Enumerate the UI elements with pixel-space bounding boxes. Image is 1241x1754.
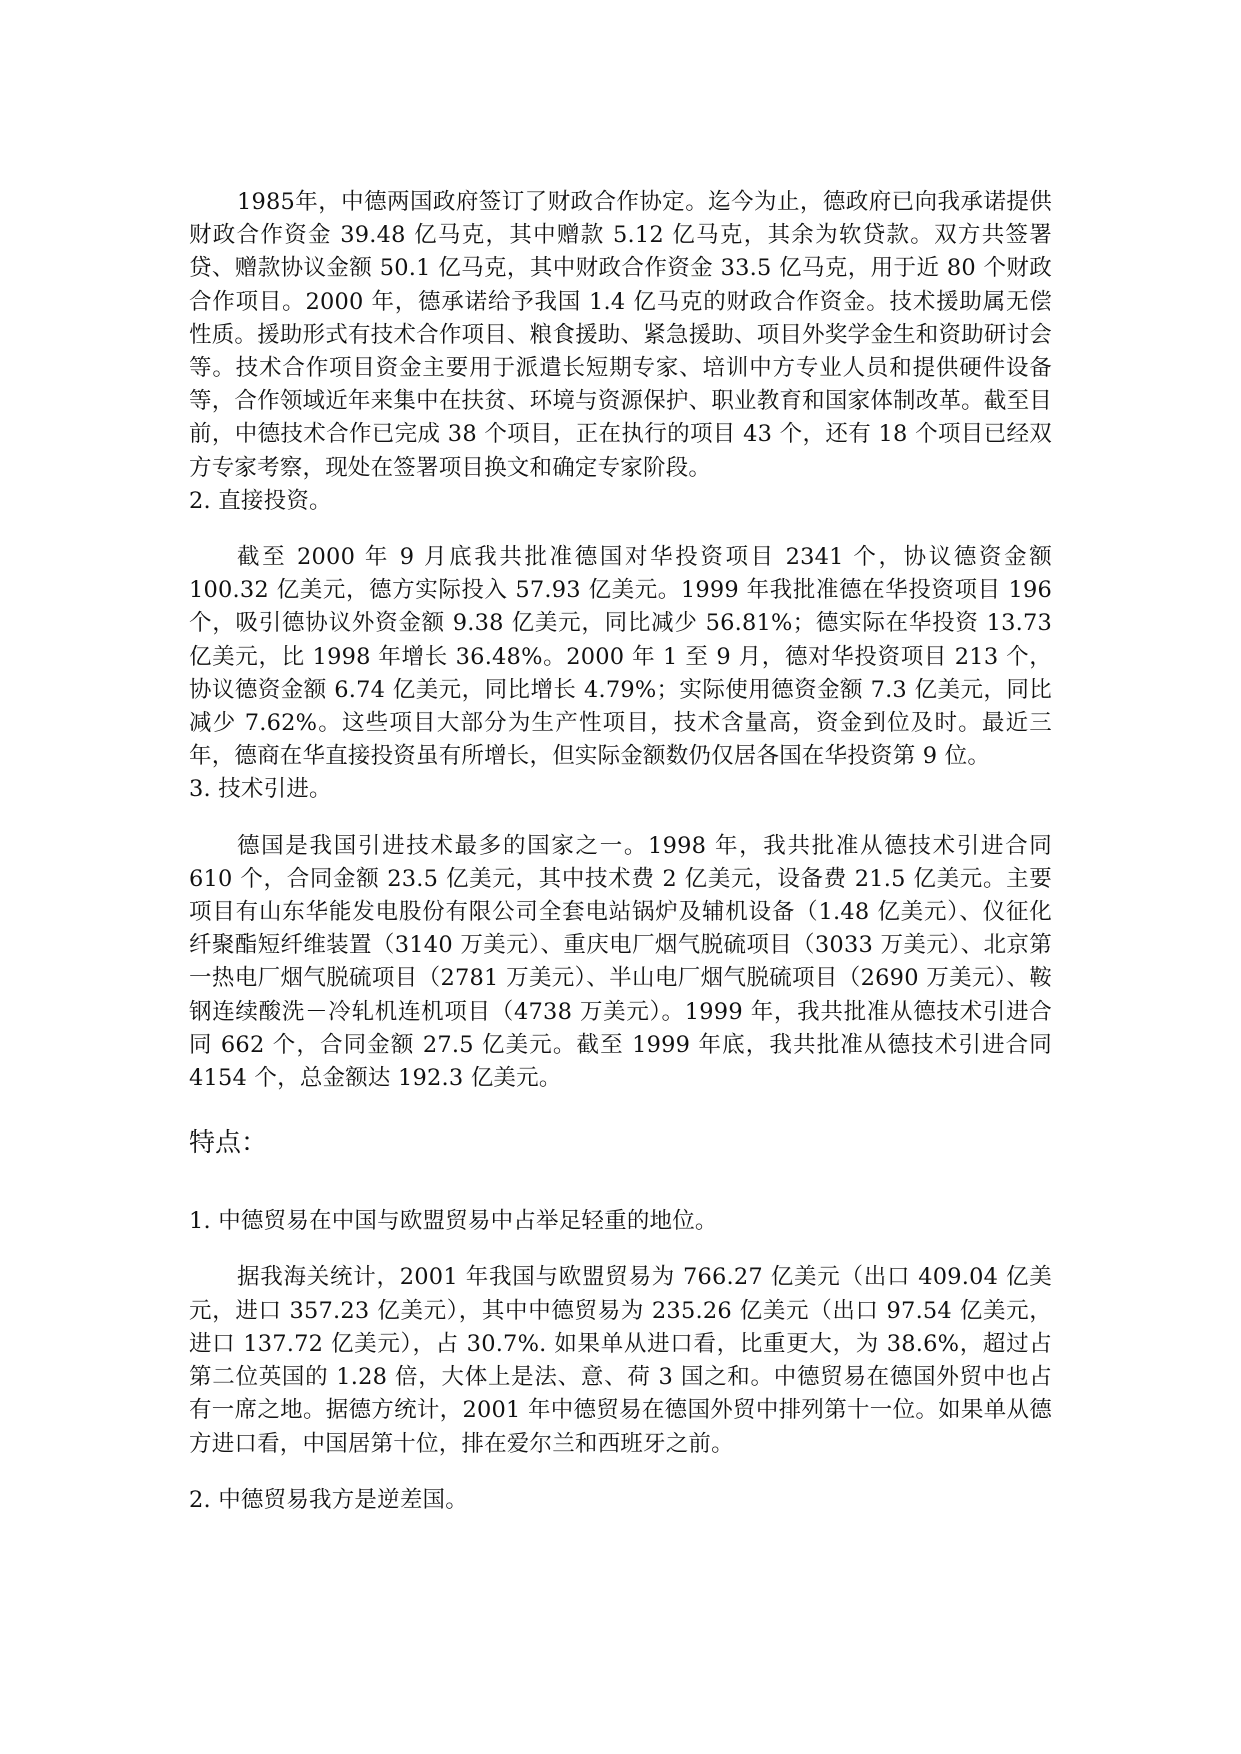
heading-eu-trade-position: 1. 中德贸易在中国与欧盟贸易中占举足轻重的地位。 bbox=[189, 1208, 718, 1235]
heading-trade-deficit: 2. 中德贸易我方是逆差国。 bbox=[189, 1486, 468, 1513]
heading-features: 特点： bbox=[189, 1128, 268, 1159]
paragraph-technology-import: 德国是我国引进技术最多的国家之一。1998 年，我共批准从德技术引进合同 610 个，合同金额 23.5 亿美元，其中技术费 2 亿美元，设备费 21.5 亿美元。主要项目有山东华能发电股份有限公司全套电站锅炉及辅机设备（1.48 亿美元）、仪征化纤聚酯短纤维装置（3140 万美元）、重庆电厂烟气脱硫项目（3033 万美元）、北京第一热电厂烟气脱硫项目（2781 万美元）、半山电厂烟气脱硫项目（2690 万美元）、鞍钢连续酸洗－冷轧机连机项目（4738 万美元）。1999 年，我共批准从德技术引进合同 662 个，合同金额 27.5 亿美元。截至 1999 年底，我共批准从德技术引进合同 4154 个，总金额达 192.3 亿美元。 bbox=[189, 832, 1052, 1092]
document-page bbox=[189, 186, 1052, 1517]
heading-technology-import: 3. 技术引进。 bbox=[189, 776, 332, 803]
paragraph-direct-investment: 截至 2000 年 9 月底我共批准德国对华投资项目 2341 个，协议德资金额 100.32 亿美元，德方实际投入 57.93 亿美元。1999 年我批准德在华投资项目 196 个，吸引德协议外资金额 9.38 亿美元，同比减少 56.81%；德实际在华投资 13.73 亿美元，比 1998 年增长 36.48%。2000 年 1 至 9 月，德对华投资项目 213 个，协议德资金额 6.74 亿美元，同比增长 4.79%；实际使用德资金额 7.3 亿美元，同比减少 7.62%。这些项目大部分为生产性项目，技术含量高，资金到位及时。最近三年，德商在华直接投资虽有所增长，但实际金额数仍仅居各国在华投资第 9 位。 bbox=[189, 544, 1052, 770]
paragraph-eu-trade-position: 据我海关统计，2001 年我国与欧盟贸易为 766.27 亿美元（出口 409.04 亿美元，进口 357.23 亿美元），其中中德贸易为 235.26 亿美元（出口 97.54 亿美元，进口 137.72 亿美元），占 30.7%. 如果单从进口看，比重更大，为 38.6%，超过占第二位英国的 1.28 倍，大体上是法、意、荷 3 国之和。中德贸易在德国外贸中也占有一席之地。据德方统计，2001 年中德贸易在德国外贸中排列第十一位。如果单从德方进口看，中国居第十位，排在爱尔兰和西班牙之前。 bbox=[189, 1264, 1052, 1457]
heading-direct-investment: 2. 直接投资。 bbox=[189, 487, 332, 514]
paragraph-financial-cooperation: 1985年，中德两国政府签订了财政合作协定。迄今为止，德政府已向我承诺提供财政合作资金 39.48 亿马克，其中赠款 5.12 亿马克，其余为软贷款。双方共签署贷、赠款协议金额 50.1 亿马克，其中财政合作资金 33.5 亿马克，用于近 80 个财政合作项目。2000 年，德承诺给予我国 1.4 亿马克的财政合作资金。技术援助属无偿性质。援助形式有技术合作项目、粮食援助、紧急援助、项目外奖学金生和资助研讨会等。技术合作项目资金主要用于派遣长短期专家、培训中方专业人员和提供硬件设备等，合作领域近年来集中在扶贫、环境与资源保护、职业教育和国家体制改革。截至目前，中德技术合作已完成 38 个项目，正在执行的项目 43 个，还有 18 个项目已经双方专家考察，现处在签署项目换文和确定专家阶段。 bbox=[189, 189, 1052, 481]
